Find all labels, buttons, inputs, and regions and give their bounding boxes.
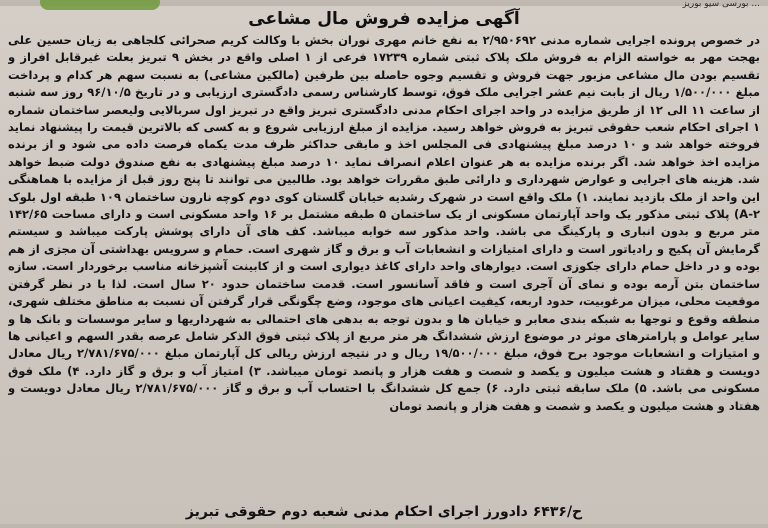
clipping-bottom-edge <box>0 524 768 528</box>
notice-signature: ح/۶۴۳۶ دادورز اجرای احکام مدنی شعبه دوم حقوقی تبریز <box>185 504 583 520</box>
notice-title: آگهی مزایده فروش مال مشاعی <box>248 9 520 29</box>
notice-body: در خصوص پرونده اجرایی شماره مدنی ۲/۹۵۰۶۹۲ به نفع خانم مهری نوران بخش با وکالت کریم صحرائی کلجاهی به زیان حسین علی بهجت مهر به خواسته الزام به فروش ملک پلاک ثبتی شماره ۱۷۲۳۹ فرعی از ۱ اصلی واقع در بخش ۹ تبریز بعلت غیرقابل افراز و تقسیم بودن مال مشاعی مزبور جهت فروش و تقسیم وجوه حاصله بین طرفین (مالکین مشاعی) به نسبت سهم هر کدام و پرداخت مبلغ ۱/۵۰۰/۰۰۰ ریال از بابت نیم عشر اجرایی ملک فوق، توسط کارشناس رسمی دادگستری ارزیابی و در تاریخ ۹۶/۱۰/۵ روز سه شنبه از ساعت ۱۱ الی ۱۲ از طریق مزایده در واحد اجرای احکام مدنی دادگستری تبریز واقع در تبریز اول سربالایی ولیعصر ساختمان شماره ۱ اجرای احکام شعب حقوقی تبریز به فروش خواهد رسید. مزایده از مبلغ ارزیابی شروع و به کسی که بالاترین قیمت را پیشنهاد نماید فروخته خواهد شد و ۱۰ درصد مبلغ پیشنهادی فی المجلس اخذ و مابقی حداکثر ظرف مدت یکماه فرصت داده می شود و از برنده مزایده اخذ خواهد شد. اگر برنده مزایده به هر عنوان اعلام انصراف نماید ۱۰ درصد مبلغ پیشنهادی به نفع صندوق دولت ضبط خواهد شد. هزینه های اجرایی و عوارض شهرداری و دارائی طبق مقررات خواهد بود. طالبین می توانند تا پنج روز قبل از مزایده با هماهنگی این واحد از ملک بازدید نمایند. ۱) ملک واقع است در شهرک رشدیه خیابان گلستان کوی دوم کوچه نارون ساختمان ۱۰۹ طبقه اول بلوک A-۲) پلاک ثبتی مذکور یک واحد آپارتمان مسکونی از یک ساختمان ۵ طبقه مشتمل بر ۱۶ واحد مسکونی است و دارای مساحت ۱۴۲/۶۵ متر مربع و بدون انباری و پارکینگ می باشد. واحد مذکور سه خوابه میباشد. کف های آن دارای پوشش پارکت میباشد و سیستم گرمایش آن پکیج و رادیاتور است و دارای امتیازات و انشعابات آب و برق و گاز شهری است. حمام و سرویس بهداشتی آن مجزی از هم بوده و در داخل حمام دارای جکوزی است. دیوارهای واحد دارای کاغذ دیواری است و از کابینت آشپزخانه مناسب برخوردار است. سازه ساختمان بتن آرمه بوده و نمای آن آجری است و فاقد آسانسور است. قدمت ساختمان حدود ۲۰ سال است. لذا با در نظر گرفتن موقعیت محلی، میزان مرغوبیت، حدود اربعه، کیفیت اعیانی های موجود، وضع چگونگی قرار گرفتن آن نسبت به مناطق مختلف شهری، منطقه وقوع و توجها به شبکه بندی معابر و خیابان ها و بدون توجه به بدهی های احتمالی به شهرداریها و سایر موسسات و بانک ها و سایر عوامل و پارامترهای موثر در موضوع ارزش ششدانگ هر متر مربع از پلاک ثبتی فوق الذکر شامل عرصه بقدر السهم و اعیانی ها و امتیازات و انشعابات موجود برح فوق، مبلغ ۱۹/۵۰۰/۰۰۰ ریال و در نتیجه ارزش ریالی کل آپارتمان مبلغ ۲/۷۸۱/۶۷۵/۰۰۰ ریال معادل دویست و هفتاد و هشت میلیون و یکصد و شصت و هفت هزار و پانصد تومان میباشد. ۳) امتیاز آب و برق و گاز دارد. ۴) ملک فوق مسکونی می باشد. ۵) ملک سابقه ثبتی دارد. ۶) جمع کل ششدانگ با احتساب آب و برق و گاز ۲/۷۸۱/۶۷۵/۰۰۰ ریال معادل دویست و هفتاد و هشت میلیون و یکصد و شصت و هفت هزار و پانصد تومان <box>8 33 760 413</box>
header-fragment: ... بورسی سیو بوریز <box>682 0 760 8</box>
